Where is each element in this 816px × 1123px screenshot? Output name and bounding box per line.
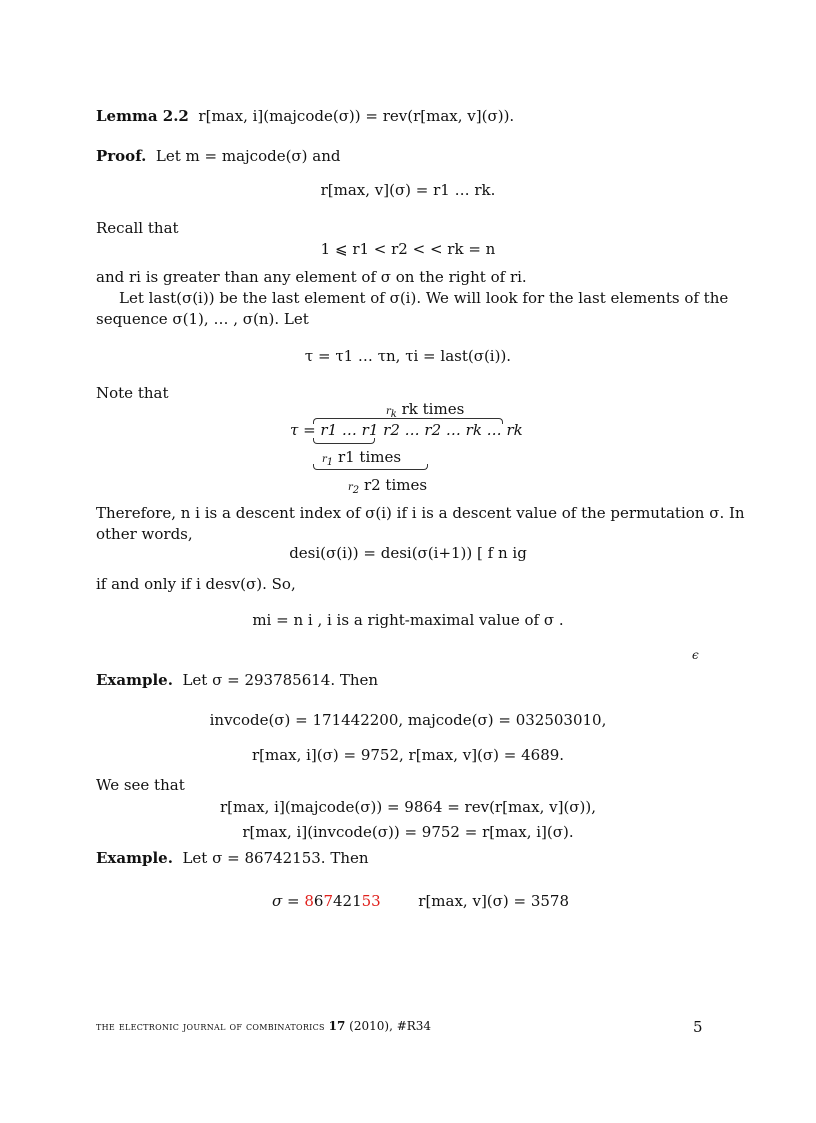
lemma-statement: r[max, i](majcode(σ)) = rev(r[max, v](σ)). (198, 107, 515, 125)
under-brace-r1-label: $r_1$ r1 times (322, 448, 402, 468)
example2-intro (96, 849, 369, 867)
example2-label: Example. (96, 849, 173, 867)
lemma-label: Lemma 2.2 (96, 107, 189, 125)
under-brace-r1 (313, 438, 375, 444)
last-definition-line2: sequence σ(1), … , σ(n). Let (96, 310, 309, 328)
example1-label: Example. (96, 671, 173, 689)
note-text: Note that (96, 384, 169, 402)
sigma-digit: 6 (313, 892, 324, 910)
lemma-line (96, 107, 514, 125)
therefore-line1: Therefore, n i is a descent index of σ(i) if i is a descent value of the permutation σ. In (96, 504, 745, 522)
example1-intro (96, 671, 378, 689)
sigma-digit: 4 (332, 892, 343, 910)
iff-text: if and only if i desv(σ). So, (96, 575, 296, 593)
equation-mi: mi = n i , i is a right-maximal value of σ . (252, 611, 564, 629)
equation-desi: desi(σ(i)) = desi(σ(i+1)) [ f n ig (289, 544, 527, 562)
example1-codes: invcode(σ) = 171442200, majcode(σ) = 032503010, (209, 711, 607, 729)
under-brace-r2-label: $r_2$ r2 times (348, 476, 428, 496)
last-definition-line1: Let last(σ(i)) be the last element of σ(i). We will look for the last elements of the (119, 289, 729, 307)
equation-rmaxv: r[max, v](σ) = r1 … rk. (320, 181, 496, 199)
equation-ordering: 1 ⩽ r1 < r2 < < rk = n (320, 240, 496, 258)
ri-description: and ri is greater than any element of σ on the right of ri. (96, 268, 527, 286)
journal-name: the electronic journal of combinatorics (96, 1020, 325, 1033)
we-see-text: We see that (96, 776, 185, 794)
example1-rmax: r[max, i](σ) = 9752, r[max, v](σ) = 4689. (251, 746, 565, 764)
example2-rmaxv: r[max, v](σ) = 3578 (418, 892, 570, 910)
example2-sigma-display: σ = 86742153 r[max, v](σ) = 3578 (272, 892, 570, 910)
sigma-digit: 1 (352, 892, 362, 910)
example1-intro-text: Let σ = 293785614. Then (182, 671, 379, 689)
example1-majcode-identity: r[max, i](majcode(σ)) = 9864 = rev(r[max, v](σ)), (219, 798, 597, 816)
sigma-digits (304, 892, 380, 910)
proof-intro-text: Let m = majcode(σ) and (155, 147, 341, 165)
under-brace-r2 (313, 464, 428, 470)
therefore-line2: other words, (96, 525, 193, 543)
sigma-digit: 8 (304, 892, 314, 910)
recall-text: Recall that (96, 219, 179, 237)
sigma-digit: 5 (361, 892, 372, 910)
example2-intro-text: Let σ = 86742153. Then (182, 849, 369, 867)
journal-volume: 17 (328, 1019, 346, 1033)
example1-invcode-identity: r[max, i](invcode(σ)) = 9752 = r[max, i](σ). (242, 823, 574, 841)
equation-tau: τ = τ1 … τn, τi = last(σ(i)). (304, 347, 512, 365)
page-number: 5 (693, 1018, 703, 1036)
qed-symbol: ϵ (692, 648, 699, 662)
top-brace-label: $r_k$ rk times (386, 400, 465, 420)
sigma-digit: 2 (342, 892, 353, 910)
footer-citation (96, 1019, 431, 1033)
sigma-digit: 7 (323, 892, 333, 910)
journal-issue: (2010), #R34 (349, 1019, 432, 1033)
proof-intro (96, 147, 341, 165)
sigma-digit: 3 (371, 892, 381, 910)
proof-label: Proof. (96, 147, 147, 165)
brace-sequence: τ = r1 … r1 r2 … r2 … rk … rk (290, 421, 523, 439)
